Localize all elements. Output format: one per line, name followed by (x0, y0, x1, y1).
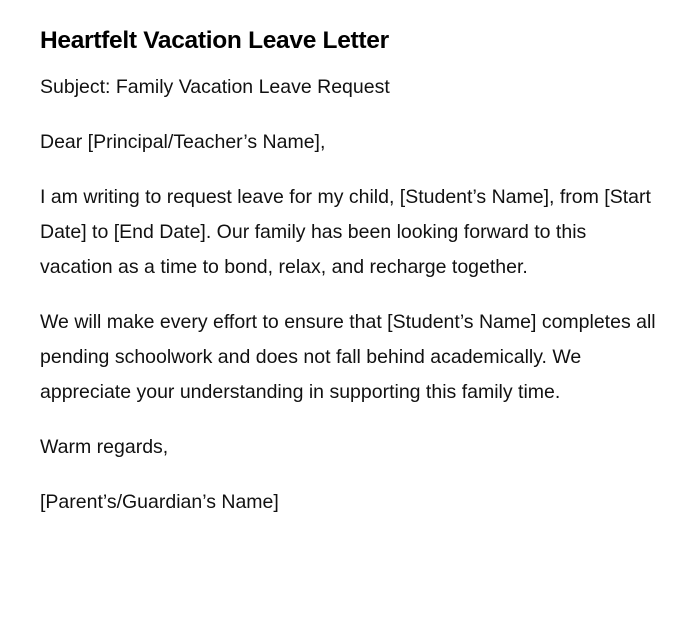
letter-subject: Subject: Family Vacation Leave Request (40, 76, 390, 98)
letter-closing: Warm regards, (40, 436, 169, 458)
letter-paragraph-2: We will make every effort to ensure that [Student’s Name] completes all pending schoolwork and does not fall behind academically. We appreciate your understanding in supporting this family time. (40, 311, 656, 403)
letter-title: Heartfelt Vacation Leave Letter (40, 27, 389, 54)
letter-document (40, 26, 660, 540)
letter-greeting: Dear [Principal/Teacher’s Name], (40, 131, 326, 153)
letter-signature: [Parent’s/Guardian’s Name] (40, 491, 279, 513)
letter-paragraph-1: I am writing to request leave for my child, [Student’s Name], from [Start Date] to [End Date]. Our family has been looking forward to this vacation as a time to bond, relax, and recharge together. (40, 186, 651, 278)
